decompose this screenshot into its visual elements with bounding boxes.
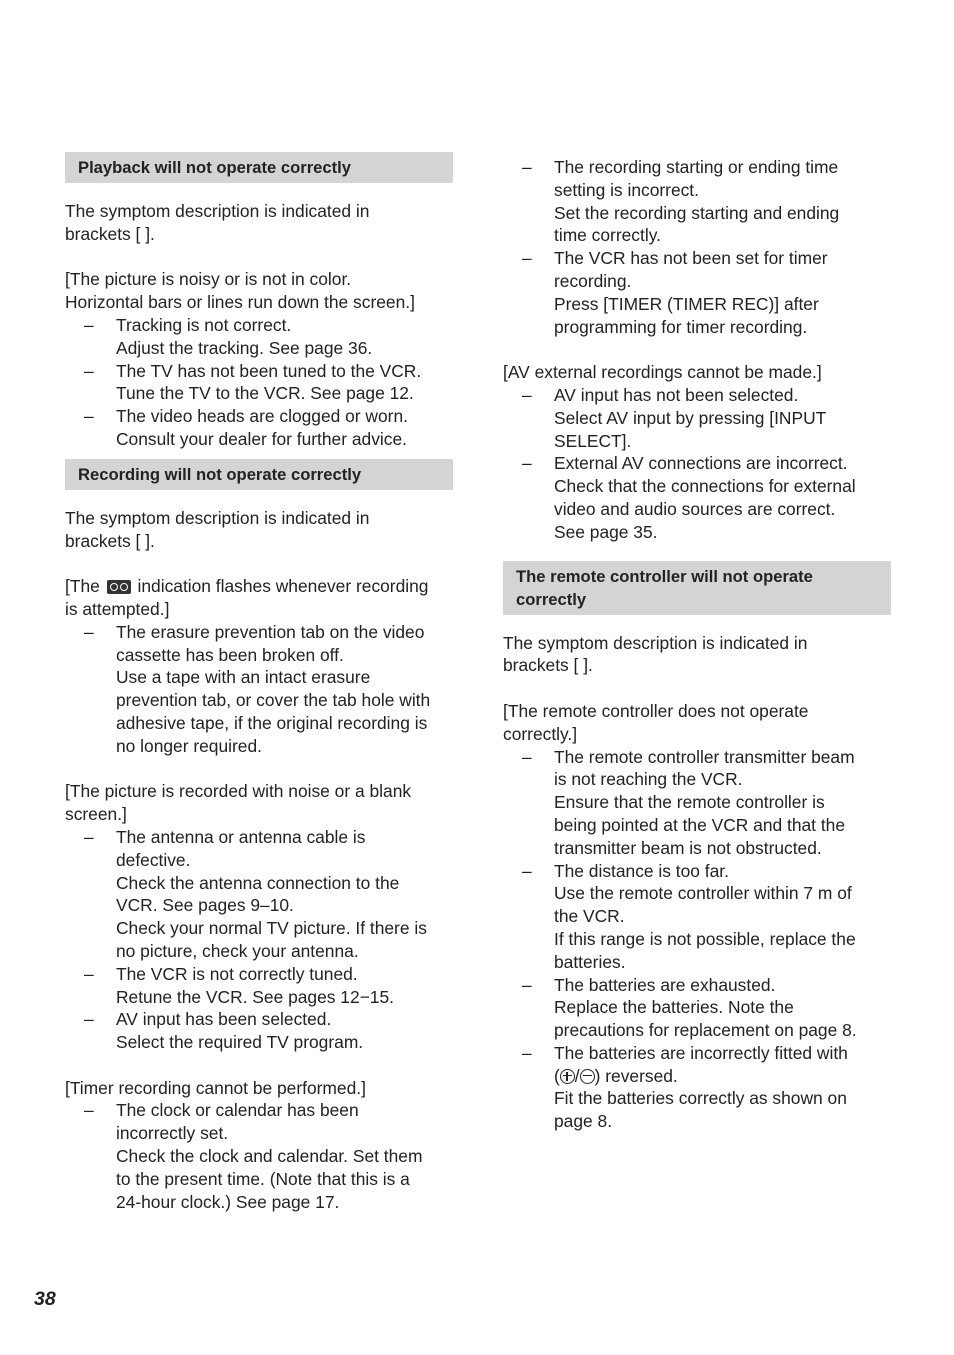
dash: – — [84, 1009, 94, 1030]
list-item: – AV input has been selected. Select the required TV program. — [84, 1009, 364, 1053]
dash: – — [84, 621, 94, 642]
plus-circle-icon — [560, 1069, 575, 1084]
dash: – — [522, 1042, 532, 1063]
list-item: – AV input has not been selected. Select AV input by pressing [INPUT SELECT]. — [522, 384, 827, 451]
dash: – — [84, 314, 94, 335]
dash: – — [84, 1100, 94, 1121]
dash: – — [522, 974, 532, 995]
symptom-line: [Timer recording cannot be performed.] — [65, 1077, 366, 1098]
dash: – — [84, 826, 94, 847]
list-item: – The clock or calendar has been incorrectly set. Check the clock and calendar. Set them to the present time. (Note that this is a 24-hour clock.) See page 17. — [84, 1100, 423, 1212]
list-item: – The recording starting or ending time setting is incorrect. Set the recording starting and ending time correctly. — [522, 157, 840, 246]
dash: – — [522, 384, 532, 405]
list-item: – The VCR is not correctly tuned. Retune the VCR. See pages 12−15. — [84, 963, 394, 1007]
symptom-line: [The indication flashes whenever recording — [65, 576, 429, 597]
intro-line: The symptom description is indicated in — [65, 201, 370, 221]
list-item: – The batteries are incorrectly fitted with ( / ) reversed. Fit the batteries correctly as shown on page 8. — [522, 1042, 848, 1132]
intro-line: The symptom description is indicated in — [65, 507, 370, 528]
symptom-line: screen.] — [65, 804, 127, 825]
dash: – — [84, 406, 94, 427]
dash: – — [522, 746, 532, 767]
symptom-line: correctly.] — [503, 723, 578, 744]
list-item: – The remote controller transmitter beam is not reaching the VCR. Ensure that the remote controller is being pointed at the VCR and that the transmitter beam is not obstructed. — [522, 746, 855, 858]
section-heading-recording: Recording will not operate correctly — [65, 459, 453, 490]
dash: – — [522, 248, 532, 269]
page-number: 38 — [34, 1288, 56, 1310]
section-heading-playback: Playback will not operate correctly — [65, 152, 453, 183]
symptom-line: Horizontal bars or lines run down the screen.] — [65, 292, 415, 313]
list-item: – Tracking is not correct. Adjust the tracking. See page 36. — [84, 314, 373, 358]
list-item: – The erasure prevention tab on the video cassette has been broken off. Use a tape with an intact erasure prevention tab, or cover the tab hole with adhesive tape, if the original recording is no longer required. — [84, 621, 431, 756]
minus-circle-icon — [580, 1069, 595, 1084]
right-column — [503, 156, 891, 1133]
list-item: – The TV has not been tuned to the VCR. Tune the TV to the VCR. See page 12. — [84, 360, 422, 404]
left-column — [65, 152, 453, 1213]
intro-line: brackets [ ]. — [503, 655, 593, 676]
list-item: – The distance is too far. Use the remote controller within 7 m of the VCR. If this range is not possible, replace the batteries. — [522, 860, 856, 972]
intro-line: The symptom description is indicated in — [503, 632, 808, 653]
section-heading-remote: The remote controller will not operate correctly — [503, 561, 891, 615]
dash: – — [84, 963, 94, 984]
intro-line: brackets [ ]. — [65, 223, 155, 244]
list-item: – The batteries are exhausted. Replace the batteries. Note the precautions for replacement on page 8. — [522, 974, 857, 1041]
symptom-line: [The remote controller does not operate — [503, 700, 809, 721]
dash: – — [522, 453, 532, 474]
cassette-icon — [107, 580, 131, 594]
intro-line: brackets [ ]. — [65, 530, 155, 551]
list-item: – External AV connections are incorrect. Check that the connections for external video and audio sources are correct. See page 35. — [522, 453, 856, 542]
list-item: – The VCR has not been set for timer recording. Press [TIMER (TIMER REC)] after programming for timer recording. — [522, 248, 828, 337]
symptom-line: [The picture is recorded with noise or a blank — [65, 781, 412, 802]
dash: – — [84, 360, 94, 381]
dash: – — [522, 860, 532, 881]
symptom-line: is attempted.] — [65, 598, 170, 619]
dash: – — [522, 157, 532, 177]
symptom-line: [The picture is noisy or is not in color. — [65, 269, 352, 290]
list-item: – The antenna or antenna cable is defective. Check the antenna connection to the VCR. See pages 9–10. Check your normal TV picture. If there is no picture, check your antenna. — [84, 826, 427, 961]
list-item: – The video heads are clogged or worn. Consult your dealer for further advice. — [84, 406, 408, 449]
symptom-line: [AV external recordings cannot be made.] — [503, 362, 822, 383]
